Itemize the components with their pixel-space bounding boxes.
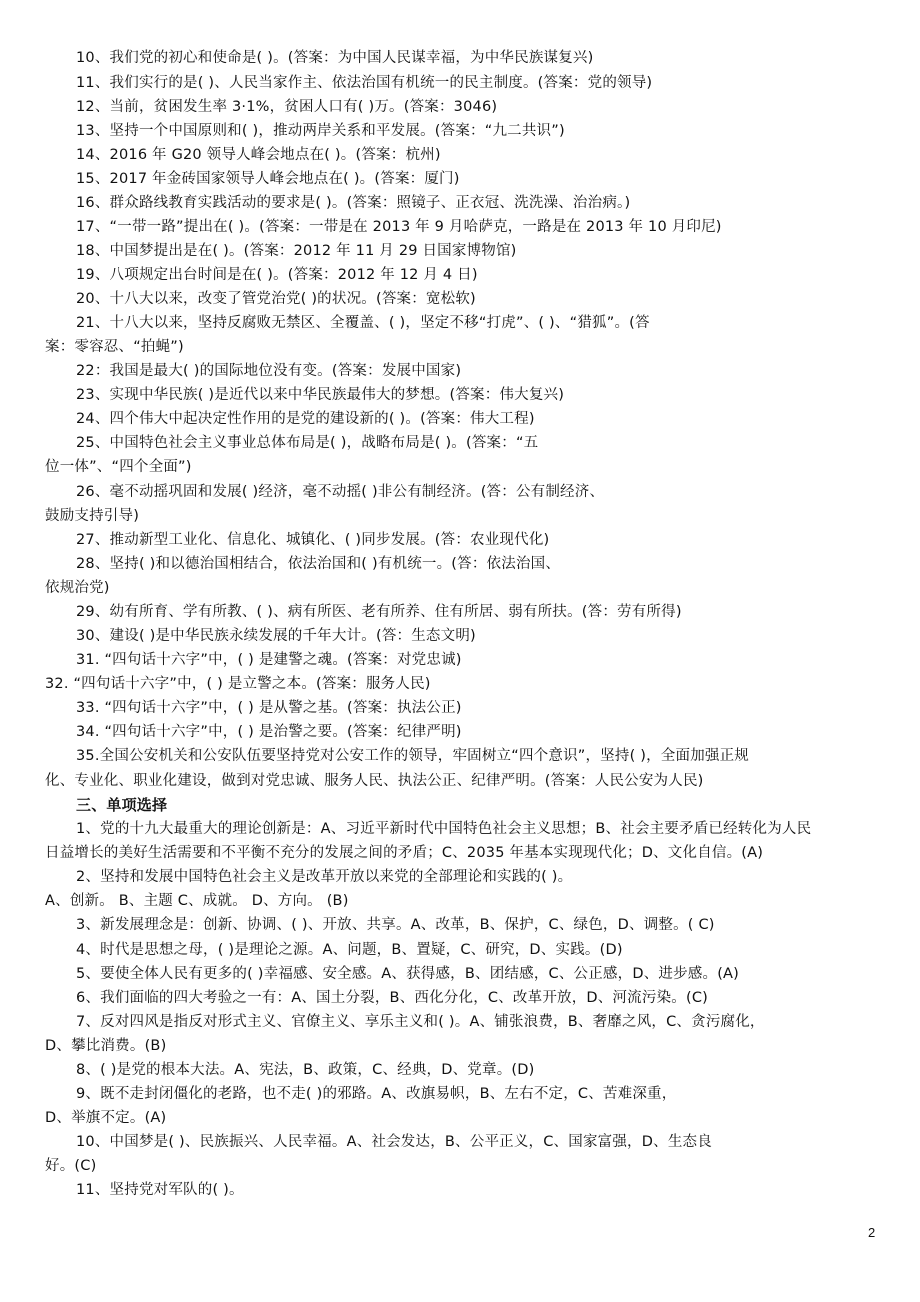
text-line: 24、四个伟大中起决定性作用的是党的建设新的( )。(答案：伟大工程)	[76, 411, 535, 427]
text-line: 8、( )是党的根本大法。A、宪法，B、政策，C、经典，D、党章。(D)	[76, 1062, 535, 1078]
text-line: 1、党的十九大最重大的理论创新是：A、习近平新时代中国特色社会主义思想；B、社会主要矛盾已经转化为人民	[76, 821, 812, 837]
page-number: 2	[868, 1225, 876, 1240]
text-line: 26、毫不动摇巩固和发展( )经济，毫不动摇( )非公有制经济。(答：公有制经济、	[76, 484, 605, 500]
text-line: 32. “四句话十六字”中，( ) 是立警之本。(答案：服务人民)	[45, 676, 431, 692]
text-line: D、举旗不定。(A)	[45, 1110, 167, 1126]
text-line: 11、我们实行的是( )、人民当家作主、依法治国有机统一的民主制度。(答案：党的领导)	[76, 75, 653, 91]
text-line: 17、“一带一路”提出在( )。(答案：一带是在 2013 年 9 月哈萨克，一路是在 2013 年 10 月印尼)	[76, 219, 722, 235]
text-line: A、创新。 B、主题 C、成就。 D、方向。 (B)	[45, 893, 349, 909]
text-line: 27、推动新型工业化、信息化、城镇化、( )同步发展。(答：农业现代化)	[76, 532, 550, 548]
text-line: 日益增长的美好生活需要和不平衡不充分的发展之间的矛盾；C、2035 年基本实现现代化；D、文化自信。(A)	[45, 845, 764, 861]
text-line: 20、十八大以来，改变了管党治党( )的状况。(答案：宽松软)	[76, 291, 476, 307]
text-line: D、攀比消费。(B)	[45, 1038, 167, 1054]
text-line: 14、2016 年 G20 领导人峰会地点在( )。(答案：杭州)	[76, 147, 441, 163]
text-line: 16、群众路线教育实践活动的要求是( )。(答案：照镜子、正衣冠、洗洗澡、治治病。)	[76, 195, 631, 211]
text-line: 9、既不走封闭僵化的老路，也不走( )的邪路。A、改旗易帜，B、左右不定，C、苦难深重，	[76, 1086, 677, 1102]
text-line: 34. “四句话十六字”中，( ) 是治警之要。(答案：纪律严明)	[76, 724, 462, 740]
text-line: 5、要使全体人民有更多的( )幸福感、安全感。A、获得感，B、团结感，C、公正感，D、进步感。(A)	[76, 966, 740, 982]
section-heading: 三、单项选择	[76, 796, 168, 814]
text-line: 30、建设( )是中华民族永续发展的千年大计。(答：生态文明)	[76, 628, 476, 644]
text-line: 12、当前，贫困发生率 3·1%，贫困人口有( )万。(答案：3046)	[76, 99, 498, 115]
text-line: 化、专业化、职业化建设，做到对党忠诚、服务人民、执法公正、纪律严明。(答案：人民公安为人民)	[45, 773, 704, 789]
text-line: 10、中国梦是( )、民族振兴、人民幸福。A、社会发达，B、公平正义，C、国家富强，D、生态良	[76, 1134, 712, 1150]
text-line: 23、实现中华民族( )是近代以来中华民族最伟大的梦想。(答案：伟大复兴)	[76, 387, 565, 403]
text-line: 18、中国梦提出是在( )。(答案：2012 年 11 月 29 日国家博物馆)	[76, 243, 517, 259]
text-line: 7、反对四风是指反对形式主义、官僚主义、享乐主义和( )。A、铺张浪费，B、奢靡之风，C、贪污腐化，	[76, 1014, 765, 1030]
text-line: 依规治党)	[45, 580, 110, 596]
text-line: 35.全国公安机关和公安队伍要坚持党对公安工作的领导，牢固树立“四个意识”，坚持( )，全面加强正规	[76, 748, 750, 764]
text-line: 19、八项规定出台时间是在( )。(答案：2012 年 12 月 4 日)	[76, 267, 478, 283]
text-line: 29、幼有所育、学有所教、( )、病有所医、老有所养、住有所居、弱有所扶。(答：劳有所得)	[76, 604, 682, 620]
text-line: 33. “四句话十六字”中，( ) 是从警之基。(答案：执法公正)	[76, 700, 462, 716]
text-line: 15、2017 年金砖国家领导人峰会地点在( )。(答案：厦门)	[76, 171, 460, 187]
text-line: 10、我们党的初心和使命是( )。(答案：为中国人民谋幸福，为中华民族谋复兴)	[76, 50, 594, 66]
text-line: 鼓励支持引导)	[45, 508, 140, 524]
text-line: 好。(C)	[45, 1158, 97, 1174]
text-line: 31. “四句话十六字”中，( ) 是建警之魂。(答案：对党忠诚)	[76, 652, 462, 668]
text-line: 位一体”、“四个全面”)	[45, 459, 192, 475]
text-line: 3、新发展理念是：创新、协调、( )、开放、共享。A、改革，B、保护，C、绿色，D、调整。( C)	[76, 917, 715, 933]
text-line: 25、中国特色社会主义事业总体布局是( )，战略布局是( )。(答案：“五	[76, 435, 539, 451]
text-line: 案：零容忍、“拍蝇”)	[45, 339, 184, 355]
text-line: 2、坚持和发展中国特色社会主义是改革开放以来党的全部理论和实践的( )。	[76, 869, 573, 885]
text-line: 6、我们面临的四大考验之一有：A、国土分裂，B、西化分化，C、改革开放，D、河流污染。(C)	[76, 990, 709, 1006]
text-line: 22：我国是最大( )的国际地位没有变。(答案：发展中国家)	[76, 363, 462, 379]
text-line: 21、十八大以来，坚持反腐败无禁区、全覆盖、( )，坚定不移“打虎”、( )、“猎狐”。(答	[76, 315, 650, 331]
text-line: 4、时代是思想之母，( )是理论之源。A、问题，B、置疑，C、研究，D、实践。(D)	[76, 942, 623, 958]
text-line: 11、坚持党对军队的( )。	[76, 1182, 244, 1198]
text-line: 28、坚持( )和以德治国相结合，依法治国和( )有机统一。(答：依法治国、	[76, 556, 561, 572]
text-line: 13、坚持一个中国原则和( )，推动两岸关系和平发展。(答案：“九二共识”)	[76, 123, 565, 139]
